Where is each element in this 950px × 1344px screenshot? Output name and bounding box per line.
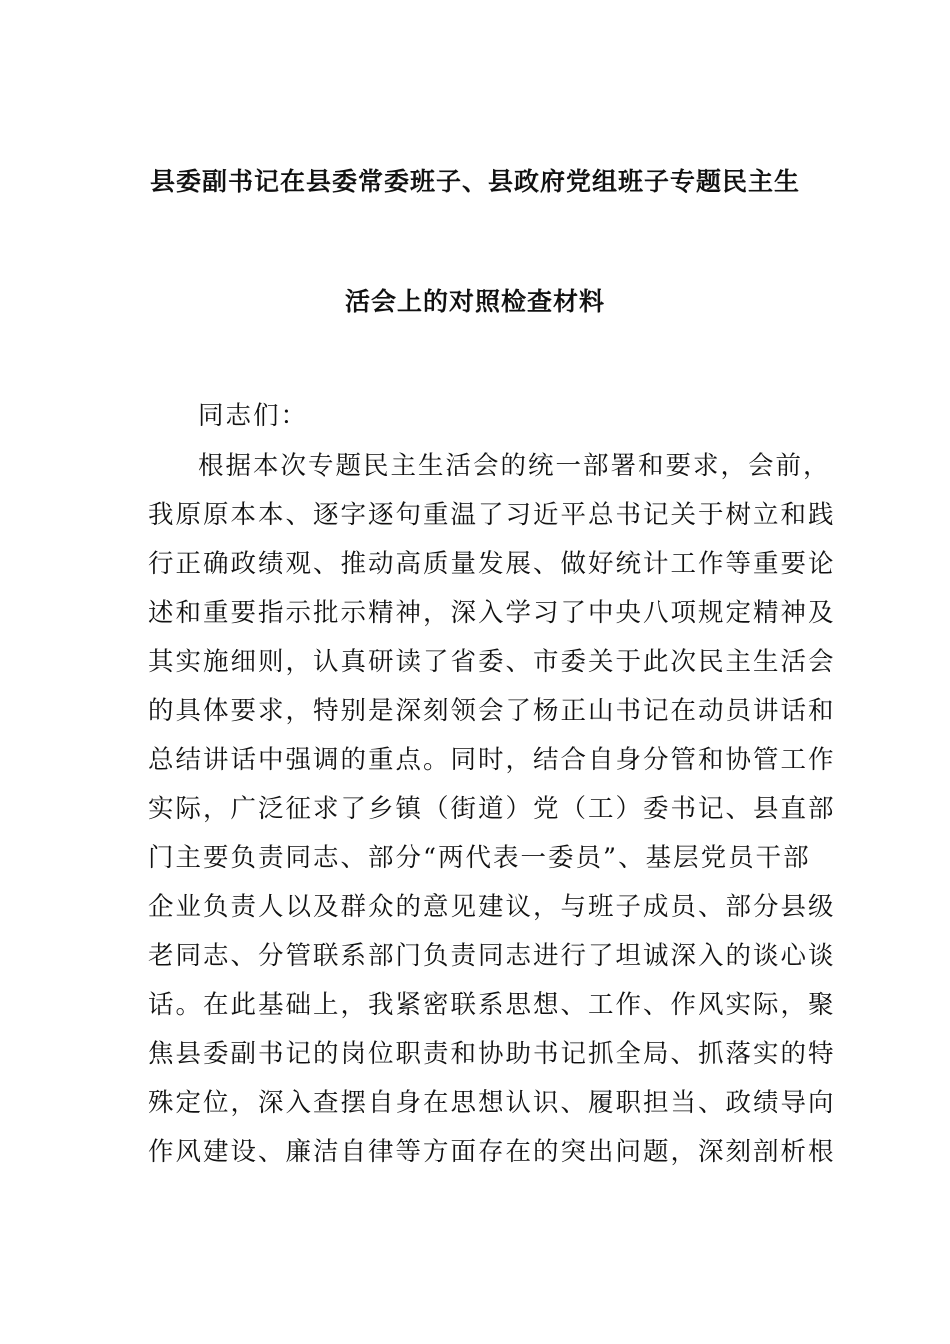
body-line: 企业负责人以及群众的意见建议，与班子成员、部分县级 (148, 892, 836, 922)
salutation: 同志们： (198, 401, 309, 431)
body-line: 总结讲话中强调的重点。同时，结合自身分管和协管工作 (148, 745, 836, 775)
body-line: 作风建设、廉洁自律等方面存在的突出问题，深刻剖析根 (148, 1137, 836, 1167)
document-title-line-2: 活会上的对照检查材料 (344, 287, 605, 316)
body-line: 述和重要指示批示精神，深入学习了中央八项规定精神及 (148, 598, 836, 628)
body-line: 的具体要求，特别是深刻领会了杨正山书记在动员讲话和 (148, 696, 836, 726)
body-line: 实际，广泛征求了乡镇（街道）党（工）委书记、县直部 (148, 794, 836, 824)
body-line: 其实施细则，认真研读了省委、市委关于此次民主生活会 (148, 647, 836, 677)
body-line: 话。在此基础上，我紧密联系思想、工作、作风实际，聚 (148, 990, 836, 1020)
body-line: 我原原本本、逐字逐句重温了习近平总书记关于树立和践 (148, 500, 836, 530)
body-line: 根据本次专题民主生活会的统一部署和要求，会前， (198, 451, 831, 481)
body-line: 焦县委副书记的岗位职责和协助书记抓全局、抓落实的特 (148, 1039, 836, 1069)
body-line: 行正确政绩观、推动高质量发展、做好统计工作等重要论 (148, 549, 836, 579)
document-title-line-1: 县委副书记在县委常委班子、县政府党组班子专题民主生 (149, 167, 800, 196)
body-line: 门主要负责同志、部分“两代表一委员”、基层党员干部 (148, 843, 811, 873)
body-line: 殊定位，深入查摆自身在思想认识、履职担当、政绩导向 (148, 1088, 836, 1118)
body-line: 老同志、分管联系部门负责同志进行了坦诚深入的谈心谈 (148, 941, 836, 971)
